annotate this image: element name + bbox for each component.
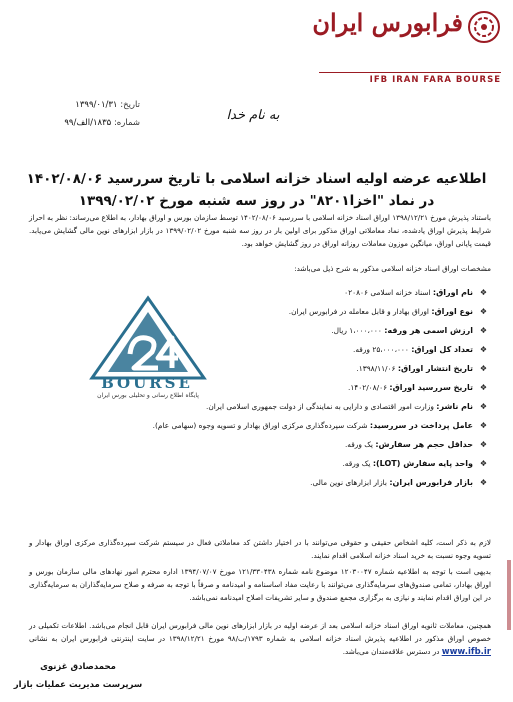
- bullet-icon: ❖: [479, 402, 487, 411]
- signatory-role: سرپرست مدیریت عملیات بازار: [13, 680, 143, 690]
- title-line-2: در نماد "اخزا۸۲۰۱" در روز سه شنبه مورخ ۱۳۹۹/۰۲/۰۲: [78, 193, 435, 209]
- side-ornament-icon: [505, 560, 513, 630]
- bullet-icon: ❖: [479, 383, 487, 392]
- date-row: [20, 96, 140, 114]
- bullet-icon: ❖: [479, 364, 487, 373]
- spec-item: ❖نام اوراق: اسناد خزانه اسلامی ۰۲۰۸۰۶: [187, 283, 487, 302]
- ifb-website-link[interactable]: www.ifb.ir: [441, 646, 491, 657]
- bismillah: به نام خدا: [226, 108, 280, 123]
- bullet-icon: ❖: [479, 288, 487, 297]
- ifb-emblem-icon: [467, 10, 501, 44]
- title-line-1: اطلاعیه عرضه اولیه اسناد خزانه اسلامی با تاریخ سررسید ۱۴۰۲/۰۸/۰۶: [26, 171, 487, 187]
- announcement-title: [20, 168, 493, 212]
- brand-rule: [319, 72, 501, 73]
- spec-item: ❖ارزش اسمی هر ورقه: ۱،۰۰۰،۰۰۰ ریال.: [187, 321, 487, 340]
- bourse24-caption: پایگاه اطلاع رسانی و تحلیلی بورس ایران: [97, 392, 199, 399]
- bullet-icon: ❖: [479, 478, 487, 487]
- bourse24-logo-text: BOURSE: [101, 374, 193, 392]
- ifb-logo: [313, 6, 501, 84]
- spec-item: ❖تاریخ سررسید اوراق: ۱۴۰۲/۰۸/۰۶.: [187, 378, 487, 397]
- number-label: شماره:: [113, 118, 140, 128]
- spec-item: ❖واحد پایه سفارش (LOT): یک ورقه.: [187, 454, 487, 473]
- specs-intro: مشخصات اوراق اسناد خزانه اسلامی مذکور به شرح ذیل می‌باشد:: [294, 264, 491, 273]
- spec-item: ❖بازار فرابورس ایران: بازار ابزارهای نوین مالی.: [187, 473, 487, 492]
- spec-item: ❖تاریخ انتشار اوراق: ۱۳۹۸/۱۱/۰۶.: [187, 359, 487, 378]
- date-label: تاریخ:: [120, 100, 140, 110]
- bullet-icon: ❖: [479, 440, 487, 449]
- bullet-icon: ❖: [479, 459, 487, 468]
- spec-item: ❖عامل پرداخت در سررسید: شرکت سپرده‌گذاری مرکزی اوراق بهادار و تسویه وجوه (سهامی عام).: [187, 416, 487, 435]
- secondary-trading-paragraph: همچنین، معاملات ثانویه اوراق اسناد خزانه اسلامی بعد از عرضه اولیه در بازار ابزارهای نوین مالی فرابورس ایران قابل انجام می‌باشد. اطلاعات تکمیلی در خصوص اوراق مذکور در اطلاعیه پذیرش اسناد خزانه اسلامی به شماره ۱۷۹۳/ب/۹۸ مورخ ۱۳۹۸/۱۲/۲۱ در سایت اینترنتی فرابورس ایران به نشانی www.ifb.ir در دسترس علاقه‌مندان می‌باشد.: [29, 621, 491, 657]
- brand-name-fa: فرابورس ایران: [312, 8, 463, 37]
- bullet-icon: ❖: [479, 326, 487, 335]
- signatory-name: محمدصادق غزنوی: [40, 662, 116, 672]
- number-value: ۱۸۳۵/الف/۹۹: [64, 118, 112, 128]
- specs-list: [152, 283, 487, 492]
- spec-item: ❖نوع اوراق: اوراق بهادار و قابل معامله در فرابورس ایران.: [187, 302, 487, 321]
- spec-item: ❖نام ناشر: وزارت امور اقتصادی و دارایی به نمایندگی از دولت جمهوری اسلامی ایران.: [187, 397, 487, 416]
- spec-item: ❖حداقل حجم هر سفارش: یک ورقه.: [187, 435, 487, 454]
- letter-meta: [20, 96, 140, 132]
- buyer-note-paragraph: لازم به ذکر است، کلیه اشخاص حقیقی و حقوقی می‌توانند با در اختیار داشتن کد معاملاتی فعال در سیستم شرکت سپرده‌گذاری مرکزی اوراق بهادار و تسویه وجوه نسبت به خرید اسناد خزانه اسلامی اقدام نمایند.: [29, 538, 491, 560]
- funds-note-paragraph: بدیهی است با توجه به اطلاعیه شماره ۱۲۰۳۰۰۴۷ موضوع نامه شماره ۱۲۱/۳۳۰۴۳۸ مورخ ۱۳۹۴/۰۷/۰۷ اداره محترم امور نهادهای مالی سازمان بورس و اوراق بهادار، تمامی صندوق‌های سرمایه‌گذاری می‌توانند با رعایت مفاد اساسنامه و امیدنامه و صرفاً با توجه به صرفه و صلاح سرمایه‌گذاران به سرمایه‌گذاری در این اوراق اقدام نمایند و نیازی به برگزاری مجمع صندوق و سایر تشریفات اصلاح امیدنامه نمی‌باشد.: [29, 567, 492, 602]
- number-row: [20, 114, 140, 132]
- intro-paragraph: باستناد پذیرش مورخ ۱۳۹۸/۱۲/۲۱ اوراق اسناد خزانه اسلامی با سررسید ۱۴۰۲/۰۸/۰۶ توسط سازمان بورس و اوراق بهادار، به اطلاع می‌رساند: نظر به احراز شرایط پذیرش اوراق یادشده، نماد معاملاتی اوراق مذکور برای اولین بار در روز سه شنبه مورخ ۱۳۹۹/۰۲/۰۲ در بازار ابزارهای نوین مالی گشایش می‌یابد. قیمت پایانی اوراق، میانگین موزون معاملات روزانه اوراق در روز گشایش خواهد بود.: [29, 213, 492, 248]
- spec-item: ❖تعداد کل اوراق: ۲۵،۰۰۰،۰۰۰ ورقه.: [187, 340, 487, 359]
- date-value: ۱۳۹۹/۰۱/۳۱: [75, 100, 118, 110]
- bullet-icon: ❖: [479, 307, 487, 316]
- bullet-icon: ❖: [479, 421, 487, 430]
- brand-name-en: IFB IRAN FARA BOURSE: [369, 75, 501, 85]
- bullet-icon: ❖: [479, 345, 487, 354]
